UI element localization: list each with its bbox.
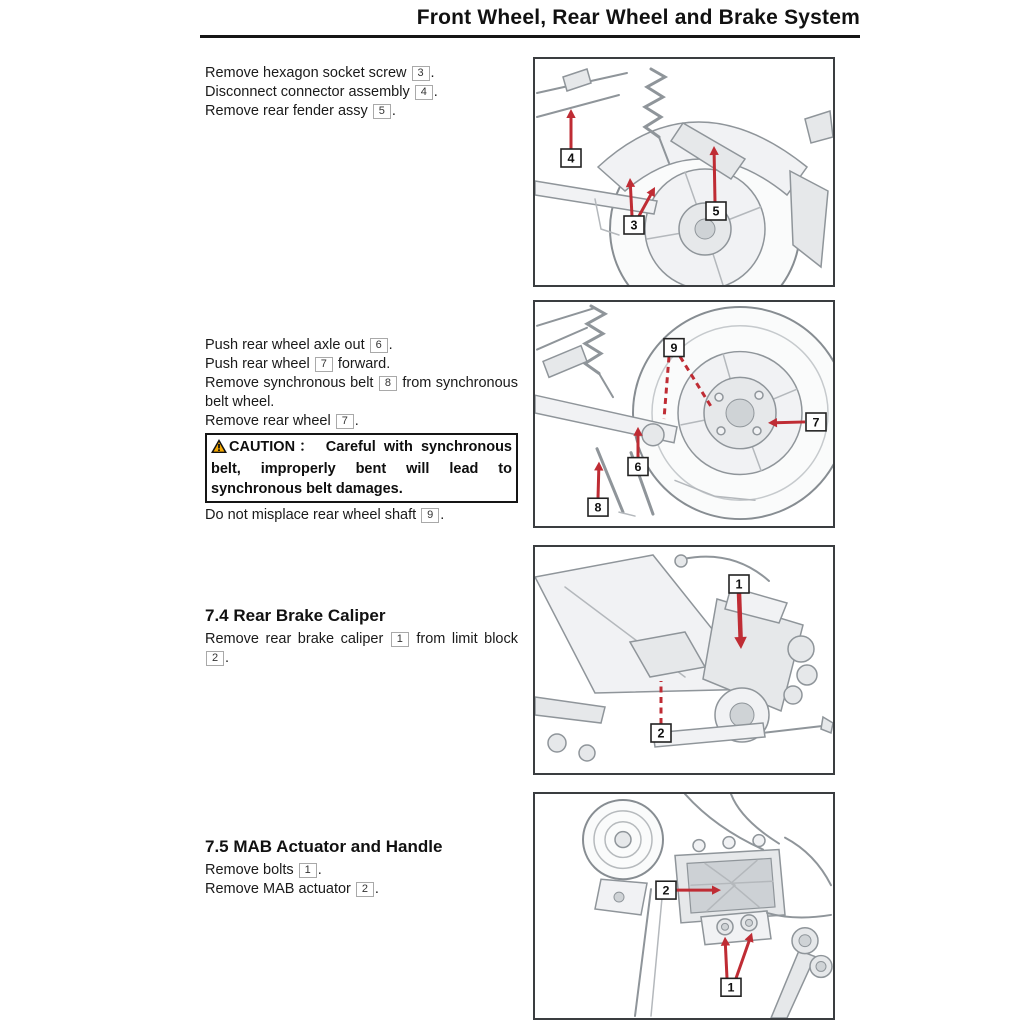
ref-chip: 2 [356,882,374,897]
section-rear-brake-caliper-text [205,606,518,668]
figure-illustration [583,794,832,1018]
section-heading: 7.5 MAB Actuator and Handle [205,837,443,856]
section-mab-actuator-text [205,837,518,899]
caution-text: Careful with synchronous belt, improperly bent will lead to synchronous belt damages. [211,439,512,497]
svg-text:7: 7 [812,415,820,430]
section-heading: 7.4 Rear Brake Caliper [205,606,386,625]
figure-rear-brake-caliper [533,545,835,775]
ref-chip: 6 [370,338,388,353]
ref-chip: 1 [391,632,409,647]
svg-text:6: 6 [634,460,642,474]
page-title: Front Wheel, Rear Wheel and Brake System [416,6,860,29]
header [200,6,860,38]
ref-chip: 4 [415,85,433,100]
ref-chip: 5 [373,104,391,119]
instruction-line: Remove synchronous belt 8 from synchronous belt wheel. [205,375,518,410]
ref-chip: 9 [421,508,439,523]
section-rear-fender-text [205,64,518,121]
instruction-line: Remove rear brake caliper 1 from limit block 2 . [205,631,518,666]
caution-box [205,433,518,503]
instruction-line: Remove rear fender assy 5 . [205,103,396,119]
instruction-lines [205,64,518,121]
warning-icon [211,439,227,459]
ref-chip: 8 [379,376,397,391]
instruction-line: Do not misplace rear wheel shaft 9 . [205,507,445,523]
figure-mab-actuator [533,792,835,1020]
instruction-lines [205,630,518,668]
instruction-line: Remove bolts 1 . [205,862,322,878]
instruction-line: Remove MAB actuator 2 . [205,881,379,897]
instruction-lines [205,506,518,525]
instruction-line: Remove rear wheel 7 . [205,413,359,429]
svg-text:3: 3 [630,218,638,233]
svg-text:9: 9 [670,341,678,356]
instruction-lines [205,336,518,431]
svg-text:8: 8 [594,500,602,515]
ref-chip: 1 [299,863,317,878]
ref-chip: 2 [206,651,224,666]
figure-illustration [535,69,833,285]
svg-text:5: 5 [712,204,720,219]
instruction-line: Push rear wheel 7 forward. [205,356,391,372]
figure-rear-wheel [533,300,835,528]
svg-text:2: 2 [662,883,670,898]
caution-label: CAUTION： [229,439,318,455]
ref-chip: 3 [412,66,430,81]
svg-text:1: 1 [735,577,743,592]
ref-chip: 7 [336,414,354,429]
instruction-line: Remove hexagon socket screw 3 . [205,65,435,81]
ref-chip: 7 [315,357,333,372]
svg-text:1: 1 [727,980,735,995]
section-rear-wheel-text [205,336,518,525]
svg-text:2: 2 [657,726,665,741]
svg-text:4: 4 [567,151,575,166]
instruction-line: Push rear wheel axle out 6 . [205,337,393,353]
figure-rear-fender [533,57,835,287]
instruction-line: Disconnect connector assembly 4 . [205,84,438,100]
figure-illustration [535,555,833,761]
instruction-lines [205,861,518,899]
